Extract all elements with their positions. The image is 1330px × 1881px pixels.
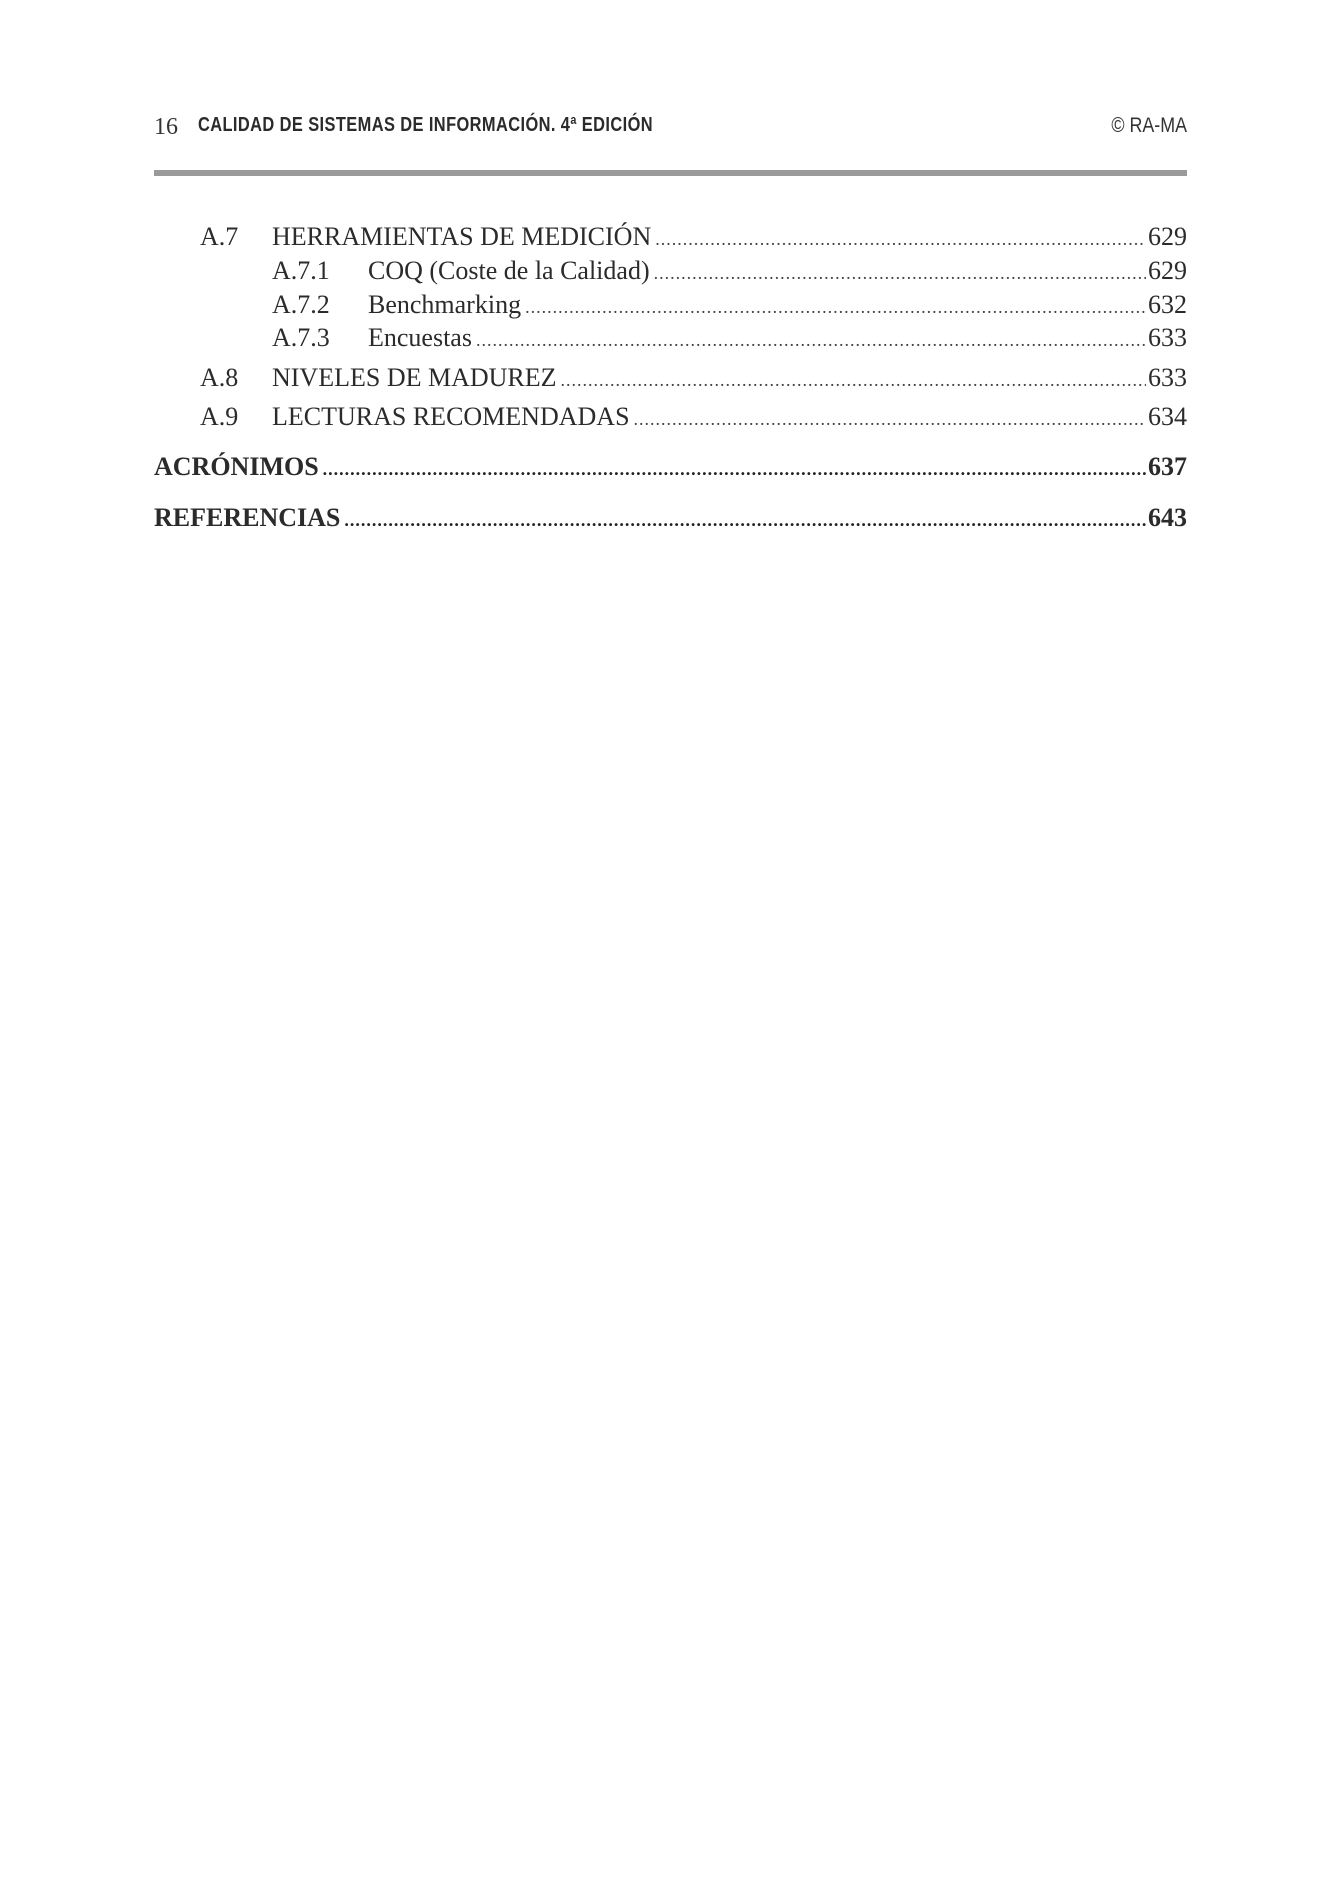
dot-leader xyxy=(655,229,1146,250)
page-header xyxy=(154,106,1187,146)
dot-leader xyxy=(561,370,1146,391)
toc-entry-page: 643 xyxy=(1148,503,1187,532)
toc-entry-page: 633 xyxy=(1148,323,1187,352)
toc-entry-number: A.7.1 xyxy=(272,256,330,285)
toc-entry-a7[interactable] xyxy=(154,222,1187,252)
toc-entry-number: A.7.2 xyxy=(272,290,330,319)
toc-entry-number: A.9 xyxy=(200,402,239,431)
toc-entry-a73[interactable] xyxy=(154,323,1187,353)
toc-entry-title: LECTURAS RECOMENDADAS xyxy=(272,402,630,431)
toc-entry-title: ACRÓNIMOS xyxy=(154,452,319,481)
toc-entry-a72[interactable] xyxy=(154,290,1187,320)
toc-entry-page: 633 xyxy=(1148,363,1187,392)
publisher-mark: © RA-MA xyxy=(1111,114,1187,137)
toc-entry-a71[interactable] xyxy=(154,256,1187,286)
toc-entry-title: Benchmarking xyxy=(368,290,522,319)
toc-entry-page: 632 xyxy=(1148,290,1187,319)
toc-entry-page: 637 xyxy=(1148,452,1187,481)
toc-entry-title: Encuestas xyxy=(368,323,472,352)
toc-entry-title: COQ (Coste de la Calidad) xyxy=(368,256,650,285)
dot-leader xyxy=(323,459,1146,480)
dot-leader xyxy=(344,510,1146,531)
running-title: CALIDAD DE SISTEMAS DE INFORMACIÓN. 4ª EDICIÓN xyxy=(198,114,653,136)
toc-entry-number: A.7.3 xyxy=(272,323,330,352)
header-rule xyxy=(154,170,1187,176)
toc-entry-number: A.8 xyxy=(200,363,239,392)
toc-entry-title: NIVELES DE MADUREZ xyxy=(272,363,557,392)
dot-leader xyxy=(654,263,1146,284)
toc-entry-acronimos[interactable] xyxy=(154,452,1187,482)
toc-entry-title: REFERENCIAS xyxy=(154,503,341,532)
toc-entry-referencias[interactable] xyxy=(154,503,1187,533)
dot-leader xyxy=(476,330,1146,351)
toc-entry-title: HERRAMIENTAS DE MEDICIÓN xyxy=(272,222,652,251)
toc-entry-number: A.7 xyxy=(200,222,239,251)
toc-entry-page: 629 xyxy=(1148,256,1187,285)
toc-entry-a8[interactable] xyxy=(154,363,1187,393)
dot-leader xyxy=(525,297,1146,318)
dot-leader xyxy=(634,409,1146,430)
toc-entry-page: 629 xyxy=(1148,222,1187,251)
page-number: 16 xyxy=(154,114,178,140)
toc-entry-page: 634 xyxy=(1148,402,1187,431)
toc-entry-a9[interactable] xyxy=(154,402,1187,432)
